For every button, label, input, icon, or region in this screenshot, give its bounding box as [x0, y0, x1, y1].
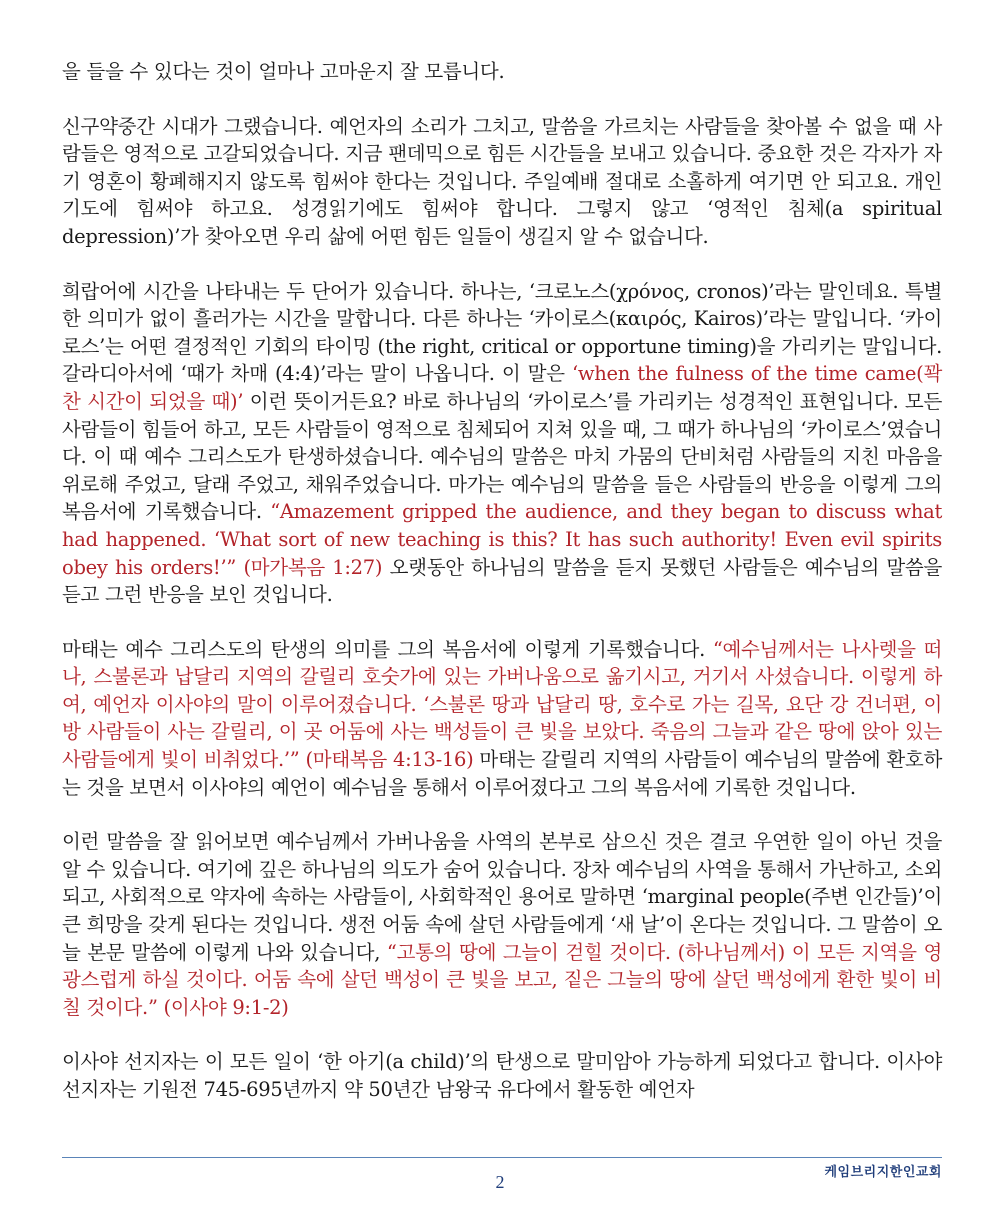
paragraph [62, 58, 942, 86]
paragraph [62, 1048, 942, 1103]
scripture-quote: “예수님께서는 나사렛을 떠나, 스불론과 납달리 지역의 갈릴리 호숫가에 있는 가버나움으로 옮기시고, 거기서 사셨습니다. 이렇게 하여, 예언자 이사야의 말이 이루어졌습니다. ‘스불론 땅과 납달리 땅, 호수로 가는 길목, 요단 강 건너편, 이방 사람들이 사는 갈릴리, 이 곳 어둠에 사는 백성들이 큰 빛을 보았다. 죽음의 그늘과 같은 땅에 앉아 있는 사람들에게 빛이 비취었다.’” (마태복음 4:13-16) [62, 637, 943, 772]
paragraph [62, 278, 942, 609]
text-run: 신구약중간 시대가 그랬습니다. 예언자의 소리가 그치고, 말씀을 가르치는 사람들을 찾아볼 수 없을 때 사람들은 영적으로 고갈되었습니다. 지금 팬데믹으로 힘든 시간들을 보내고 있습니다. 중요한 것은 각자가 자기 영혼이 황폐해지지 않도록 힘써야 한다는 것입니다. 주일예배 절대로 소홀하게 여기면 안 되고요. 개인 기도에 힘써야 하고요. 성경읽기에도 힘써야 합니다. 그렇지 않고 ‘영적인 침체(a spiritual depression)’가 찾아오면 우리 삶에 어떤 힘든 일들이 생길지 알 수 없습니다. [62, 114, 942, 248]
text-run: 마태는 갈릴리 지역의 사람들이 예수님의 말씀에 환호하는 것을 보면서 이사야의 예언이 예수님을 통해서 이루어졌다고 그의 복음서에 기록한 것입니다. [62, 748, 942, 799]
text-run: 을 들을 수 있다는 것이 얼마나 고마운지 잘 모릅니다. [62, 60, 505, 83]
church-name: 케임브리지한인교회 [824, 1165, 942, 1180]
text-run: 마태는 예수 그리스도의 탄생의 의미를 그의 복음서에 이렇게 기록했습니다. [62, 637, 713, 661]
text-run: 이런 말씀을 잘 읽어보면 예수님께서 가버나움을 사역의 본부로 삼으신 것은 결코 우연한 일이 아닌 것을 알 수 있습니다. 여기에 깊은 하나님의 의도가 숨어 있습니다. 장차 예수님의 사역을 통해서 가난하고, 소외되고, 사회적으로 약자에 속하는 사람들이, 사회학적인 용어로 말하면 ‘marginal people(주변 인간들)’이 큰 희망을 갖게 된다는 것입니다. 생전 어둠 속에 살던 사람들에게 ‘새 날’이 온다는 것입니다. 그 말씀이 오늘 본문 말씀에 이렇게 나와 있습니다, [62, 830, 942, 964]
scripture-quote: ‘when the fulness of the time came(꽉 찬 시간이 되었을 때)’ [62, 362, 942, 413]
text-run: 이사야 선지자는 이 모든 일이 ‘한 아기(a child)’의 탄생으로 말미암아 가능하게 되었다고 합니다. 이사야 선지자는 기원전 745-695년까지 약 50년간 남왕국 유다에서 활동한 예언자 [62, 1050, 942, 1101]
page-number: 2 [495, 1172, 505, 1192]
paragraph [62, 636, 942, 802]
scripture-quote: (마가복음 1:27) [236, 555, 383, 579]
text-run: 이런 뜻이거든요? 바로 하나님의 ‘카이로스’를 가리키는 성경적인 표현입니다. 모든 사람들이 힘들어 하고, 모든 사람들이 영적으로 침체되어 지쳐 있을 때, 그 때가 하나님의 ‘카이로스’였습니다. 이 때 예수 그리스도가 탄생하셨습니다. 예수님의 말씀은 마치 가뭄의 단비처럼 사람들의 지친 마음을 위로해 주었고, 달래 주었고, 채워주었습니다. 마가는 예수님의 말씀을 들은 사람들의 반응을 이렇게 그의 복음서에 기록했습니다. [62, 389, 942, 524]
paragraph [62, 828, 942, 1021]
scripture-quote: “Amazement gripped the audience, and they began to discuss what had happened. ‘What sort of new teaching is this? It has such authority! Even evil spirits obey his orders!’” [62, 500, 942, 579]
paragraph [62, 113, 942, 251]
body-text [62, 58, 942, 1104]
text-run: 희랍어에 시간을 나타내는 두 단어가 있습니다. 하나는, ‘크로노스(χρόνος, cronos)’라는 말인데요. 특별한 의미가 없이 흘러가는 시간을 말합니다. 다른 하나는 ‘카이로스(καιρός, Kairos)’라는 말입니다. ‘카이로스’는 어떤 결정적인 기회의 타이밍 (the right, critical or opportune timing)을 가리키는 말입니다. 갈라디아서에 ‘때가 차매 (4:4)’라는 말이 나옵니다. 이 말은 [62, 279, 942, 386]
footer-divider [62, 1157, 942, 1158]
text-run: 오랫동안 하나님의 말씀을 듣지 못했던 사람들은 예수님의 말씀을 듣고 그런 반응을 보인 것입니다. [62, 555, 943, 607]
scripture-quote: “고통의 땅에 그늘이 걷힐 것이다. (하나님께서) 이 모든 지역을 영광스럽게 하실 것이다. 어둠 속에 살던 백성이 큰 빛을 보고, 짙은 그늘의 땅에 살던 백성에게 환한 빛이 비칠 것이다.” (이사야 9:1-2) [62, 940, 942, 1019]
